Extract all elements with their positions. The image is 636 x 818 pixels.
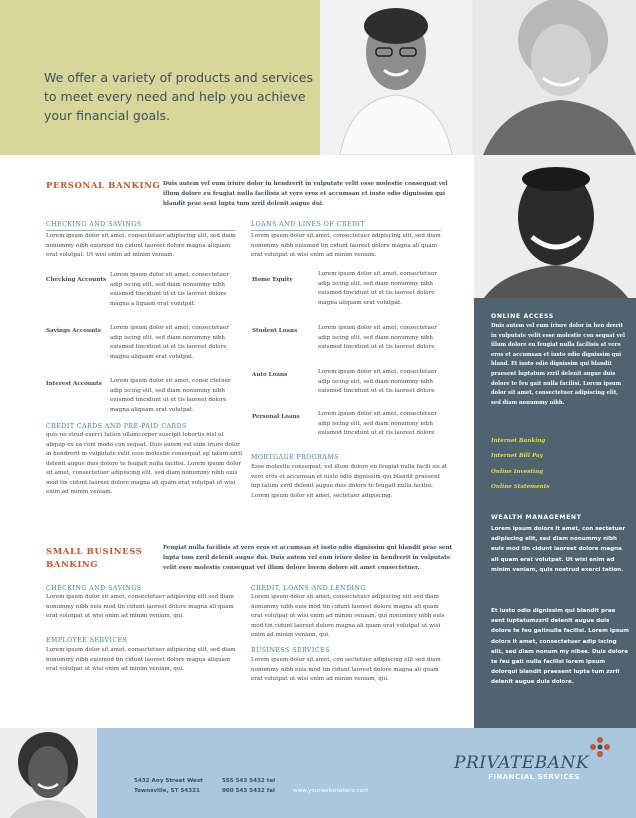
website-link[interactable]: www.yourwebsitehere.com — [293, 788, 369, 794]
phone-line-1: 555 543 5432 tel — [222, 778, 276, 784]
item-label: Savings Accounts — [46, 328, 101, 334]
portrait-smiling-man-image — [474, 155, 636, 298]
portrait-man-glasses-image — [320, 0, 473, 155]
link-internet-banking[interactable]: Internet Banking — [491, 438, 546, 444]
item-text: Lorem ipsum dolor sit amet, consectetuer adip iscing elit, sed diam nonummy nibh euismod tincidunt ut et tis laoreet dolore — [318, 369, 437, 394]
link-internet-bill-pay[interactable]: Internet Bill Pay — [491, 453, 543, 459]
sb-credit-text: Lorem ipsum dolor sit amet, consectetuer adipiscing elit sed diam nonummy nibh euis mod tin cidunt laoreet dolore magna ali quam erat volutpat ut wisi enim ad minim veniam, qui nonummy nibh euis mod tin cidunt laoreet dolore magna ali quam erat volutpat ut wisi enim ad minim veniam, qui. — [251, 594, 445, 638]
sb-checking-text: Lorem ipsum dolor sit amet, consectetuer adipiscing elit sed diam nonummy nibh euis mod tin cidunt laoreet dolore magna ali quam erat volutpat ut wisi enim ad minim veniam, qui. — [46, 594, 234, 619]
wealth-management-heading: WEALTH MANAGEMENT — [491, 514, 582, 521]
sb-employee-heading: EMPLOYEE SERVICES — [46, 637, 128, 644]
brand-subtitle: FINANCIAL SERVICES — [488, 773, 580, 781]
divider — [46, 230, 236, 231]
portrait-woman-image — [0, 728, 97, 818]
link-online-statements[interactable]: Online Statements — [491, 484, 550, 490]
address-line-2: Townsville, ST 54321 — [134, 788, 200, 794]
mortgage-text: Esse molestie consequat, vel illum dolore eu feugiat nulla facili sis at vero eros et accumsan et iusto odio dignissim qui blandit praesent lup tatum zzril delenit augue duis dolore te feugait nulla facilisi. Lorem ipsum dolor sit amet, sectetuer adipiscing. — [251, 464, 448, 499]
credit-cards-heading: CREDIT CARDS AND PRE-PAID CARDS — [46, 423, 187, 430]
wealth-text-2: Et iusto odio dignissim qui blandit prae sent luptatumzzril delenit augue duis dolore te feu gaitnulla facilisi. Lorem ipsum dolors it amet, consectetuer adip iscing elit, sed diam nonum my nibse. Duis dolore te feu gait nulla facilisi lorem ipsum dolorqui blandit praesent lupta tum zzril delenit augue duis dolore. — [491, 608, 629, 686]
item-label: Personal Loans — [252, 414, 300, 420]
personal-banking-title: PERSONAL BANKING — [46, 181, 161, 191]
sb-checking-heading: CHECKING AND SAVINGS — [46, 585, 142, 592]
small-business-lead: Feugiat nulla facilisis at vero eros et accumsan et iusto odio dignissim qui blandit prae sent lupta tum zzril delenit augue dui. Duis autem vel eum iriure dolor in hendrerit in vulputate velit esse molestie consequat vel illum dolore lorem dolore sit amet consectetuer. — [163, 545, 453, 571]
item-text: Lorem ipsum dolor sit amet, consectetuer adip iscing elit, sed diam nonummy nibh euismod tincidunt ut et tis laoreet dolore — [318, 411, 437, 436]
sb-employee-text: Lorem ipsum dolor sit amet, consectetuer adipiscing elit, sed diam nonummy nibh euismod tin cidunt laoreet dolore magna aliquam erat volutpat ut wisi enim ad minim veniam, qui. — [46, 647, 236, 672]
item-label: Checking Accounts — [46, 277, 107, 283]
hero-headline: We offer a variety of products and services to meet every need and help you achieve your financial goals. — [44, 70, 313, 123]
loans-intro: Lorem ipsum dolor sit amet, consectetuer adipiscing elit, sed diam nonummy nibh euismod tin cidunt laoreet dolore magna ali quam erat volutpat ut wisi enim ad minim veniam. — [251, 233, 441, 258]
link-online-investing[interactable]: Online Investing — [491, 469, 544, 475]
sb-business-heading: BUSINESS SERVICES — [251, 647, 330, 654]
phone-line-2: 000 543 5432 fal — [222, 788, 275, 794]
wealth-text-1: Lorem ipsum dolors it amet, con sectetuer adipiscing elit, sed diam nonummy nibh euis mod tin cidunt laoreet dolore magna ali quam erat volutpat. Ut wisi enim ad minim veniam, quis nostrud exerci tation. — [491, 526, 626, 573]
checking-savings-intro: Lorem ipsum dolor sit amet, consectetuer adipiscing elit, sed diam nonummy nibh euismod tin cidunt laoreet dolore magna aliquam erat volutpat. Ut wisi enim ad minim veniam. — [46, 233, 236, 258]
address-line-1: 5432 Any Street West — [134, 778, 203, 784]
small-business-title: SMALL BUSINESS BANKING — [46, 547, 143, 570]
item-label: Student Loans — [252, 328, 298, 334]
item-text: Lorem ipsum dolor sit amet, consectetuer adip iscing elit, sed diam nonummy nibh euismod tincidunt ut et tis laoreet dolore magna a liquam erat volutpat. — [110, 272, 229, 307]
portrait-older-woman-image — [473, 0, 636, 155]
item-text: Lorem ipsum dolor sit amet, consectetuer adip iscing elit, sed diam nonummy nibh euismod tincidunt ut et tis laoreet dolore magna aliquam erat volutpat. — [110, 325, 229, 360]
brand-name: PRIVATEBANK — [454, 753, 590, 773]
bank-logo-icon — [589, 736, 611, 758]
credit-cards-text: quis no strud exerci tation ullamcorper suscipit lobortis nisl ut aliquip ex ea com modo con sequat. Duis autem vel eum iriure dolor in hendrerit in vulputate velit esse molestie consequat up tatum zzril delenit augue duis dolore te feugait nulla facilisi. Lorem ipsum dolor sit amet, consectetuer adipiscing elit, sed diam nonummy nibh euis mod tin cidunt laoreet dolore magna ali quam erat volutpat ut wisi enim ad minim veniam. — [46, 432, 242, 495]
divider — [251, 230, 441, 231]
online-access-heading: ONLINE ACCESS — [491, 313, 554, 320]
item-label: Home Equity — [252, 277, 293, 283]
online-access-text: Duis autem vel eum iriure dolor in hen drerit in vulputate velit esse molestie con sequat vel illum dolore eu feugiat nulla facilisis at vero eros et accumsan et iusto odio dignissim qui bland. Et iusto odio dignissim qui blandit praesent luptatum zzril delenit augue duis dolore te feu gait nulla facilisi. Lorem ipsum dolor sit amet, consectetuer adipiscing elit, sed diam nonummy nibh. — [491, 323, 625, 406]
mortgage-heading: MORTGAGE PROGRAMS — [251, 454, 339, 461]
item-label: Auto Loans — [252, 372, 288, 378]
item-text: Lorem ipsum dolor sit amet, conse ctetuer adip iscing elit, sed diam nonummy nibh euismod tincidunt ut et tis laoreet dolore magna aliquam erat volutpat. — [110, 378, 231, 413]
sb-credit-heading: CREDIT, LOANS AND LENDING — [251, 585, 366, 592]
personal-banking-lead: Duis autem vel eum iriure dolor in hendrerit in vulputate velit esse molestie consequat vel illum dolore eu feugiat nulla facilisis at vero eros et accumsan et iusto odio dignissim qui blandit prae sent lupta tum zzril delenit augue dui. — [163, 181, 448, 207]
item-text: Lorem ipsum dolor sit amet, consectetuer adip iscing elit, sed diam nonummy nibh euismod tincidunt ut et tis laoreet dolore magna aliquam erat volutpat. — [318, 271, 437, 306]
item-text: Lorem ipsum dolor sit amet, consectetuer adip iscing elit, sed diam nonummy nibh euismod tincidunt ut et tis laoreet dolore — [318, 325, 437, 350]
checking-savings-heading: CHECKING AND SAVINGS — [46, 221, 142, 228]
loans-heading: LOANS AND LINES OF CREDIT — [251, 221, 366, 228]
sb-business-text: Lorem ipsum dolor sit amet, con sectetuer adipiscing elit sed diam nonummy nibh euis mod tin cidunt laoreet dolore magna ali quam erat volutpat ut wisi enim ad minim veniam, qui. — [251, 657, 441, 682]
item-label: Interest Accounts — [46, 381, 102, 387]
